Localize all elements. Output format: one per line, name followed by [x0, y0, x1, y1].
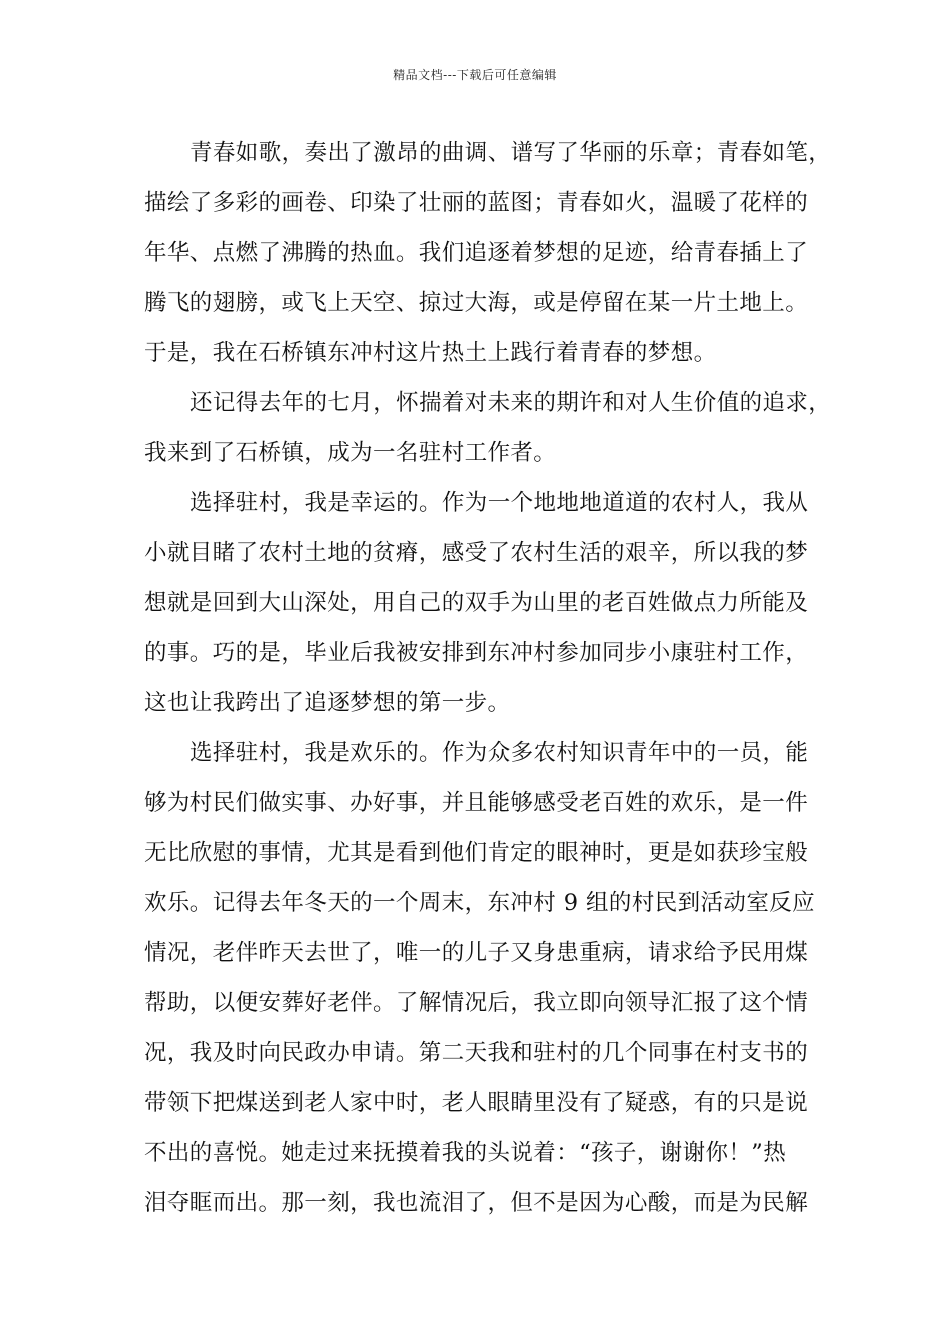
- text-line: 泪夺眶而出。那一刻，我也流泪了，但不是因为心酸，而是为民解: [144, 1190, 809, 1216]
- text-line: 这也让我跨出了追逐梦想的第一步。: [144, 690, 511, 716]
- text-line: 年华、点燃了沸腾的热血。我们追逐着梦想的足迹，给青春插上了: [144, 240, 809, 266]
- paragraph-1: [144, 128, 832, 378]
- text-line: 帮助，以便安葬好老伴。了解情况后，我立即向领导汇报了这个情: [144, 990, 809, 1016]
- text-line: 我来到了石桥镇，成为一名驻村工作者。: [144, 440, 557, 466]
- text-line: 带领下把煤送到老人家中时，老人眼睛里没有了疑惑，有的只是说: [144, 1090, 809, 1116]
- text-line: 选择驻村，我是欢乐的。作为众多农村知识青年中的一员，能: [190, 740, 809, 766]
- text-line: 够为村民们做实事、办好事，并且能够感受老百姓的欢乐，是一件: [144, 790, 809, 816]
- text-line: 想就是回到大山深处，用自己的双手为山里的老百姓做点力所能及: [144, 590, 809, 616]
- paragraph-3: [144, 478, 812, 728]
- text-line: 的事。巧的是，毕业后我被安排到东冲村参加同步小康驻村工作，: [144, 640, 809, 666]
- text-line: 况，我及时向民政办申请。第二天我和驻村的几个同事在村支书的: [144, 1040, 809, 1066]
- text-line: 欢乐。记得去年冬天的一个周末，东冲村 9 组的村民到活动室反应: [144, 890, 816, 916]
- paragraph-2: [144, 378, 832, 478]
- document-body: [144, 128, 832, 1228]
- text-line: 腾飞的翅膀，或飞上天空、掠过大海，或是停留在某一片土地上。: [144, 290, 809, 316]
- text-line: 情况，老伴昨天去世了，唯一的儿子又身患重病，请求给予民用煤: [144, 940, 809, 966]
- page-header: 精品文档---下载后可任意编辑: [393, 68, 557, 82]
- text-line: 青春如歌，奏出了激昂的曲调、谱写了华丽的乐章；青春如笔，: [190, 140, 832, 166]
- text-line: 小就目睹了农村土地的贫瘠，感受了农村生活的艰辛，所以我的梦: [144, 540, 809, 566]
- text-line: 选择驻村，我是幸运的。作为一个地地地道道的农村人，我从: [190, 490, 809, 516]
- paragraph-4: [144, 728, 816, 1228]
- text-line: 描绘了多彩的画卷、印染了壮丽的蓝图；青春如火，温暖了花样的: [144, 190, 809, 216]
- text-line: 还记得去年的七月，怀揣着对未来的期许和对人生价值的追求，: [190, 390, 832, 416]
- text-line: 于是，我在石桥镇东冲村这片热土上践行着青春的梦想。: [144, 340, 717, 366]
- text-line: 不出的喜悦。她走过来抚摸着我的头说着：“孩子，谢谢你！”热: [144, 1140, 787, 1166]
- text-line: 无比欣慰的事情，尤其是看到他们肯定的眼神时，更是如获珍宝般: [144, 840, 809, 866]
